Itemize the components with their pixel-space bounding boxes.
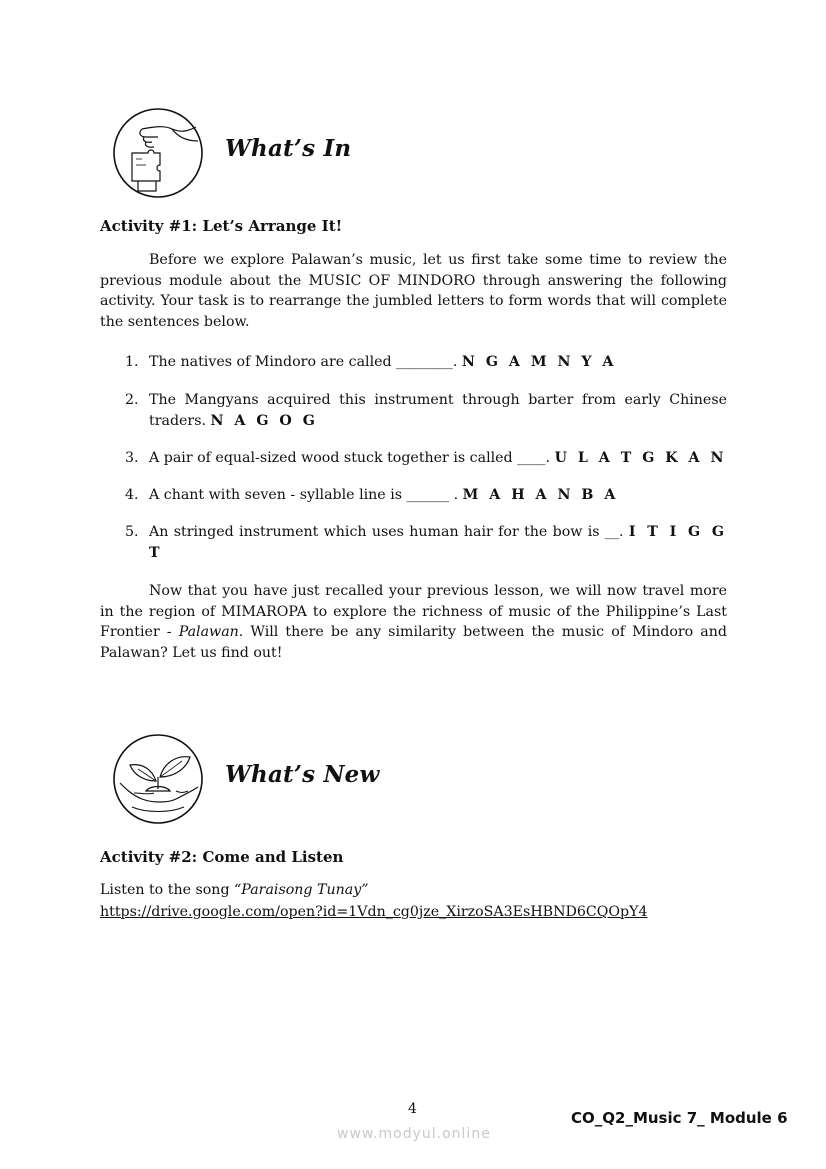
whats-new-icon	[112, 733, 204, 829]
closing-text-start: Now that you have just recalled your previous lesson, we will now travel more in the region of MIMAROPA to explore the richness of music of the Philippine’s Last Frontier -	[100, 583, 727, 640]
song-link[interactable]: https://drive.google.com/open?id=1Vdn_cg0jze_XirzoSA3EsHBND6CQOpY4	[100, 904, 648, 920]
module-label: CO_Q2_Music 7_ Module 6	[571, 1109, 788, 1127]
closing-text-end: . Will there be any similarity between the music of Mindoro and Palawan? Let us find out!	[100, 624, 727, 661]
list-item	[125, 522, 727, 563]
item-number: 5.	[125, 524, 139, 540]
item-number: 2.	[125, 392, 139, 408]
activity-1-intro	[100, 250, 727, 332]
whats-in-icon	[112, 107, 204, 203]
list-item	[125, 352, 727, 373]
whats-new-title: What’s New	[225, 761, 380, 788]
intro-text: Before we explore Palawan’s music, let us first take some time to review the previous module about the MUSIC OF MINDORO through answering the following activity. Your task is to rearrange the jumbled letters to form words that will complete the sentences below.	[100, 252, 727, 330]
item-text: The Mangyans acquired this instrument through barter from early Chinese traders.	[149, 392, 727, 429]
song-link-row	[100, 901, 648, 920]
watermark: www.modyul.online	[337, 1126, 491, 1142]
item-jumble: N A G O G	[210, 412, 318, 429]
item-number: 3.	[125, 450, 139, 466]
listen-text: Listen to the song	[100, 882, 235, 898]
item-text: A chant with seven - syllable line is ______ .	[149, 487, 459, 503]
activity-2-title: Activity #2: Come and Listen	[100, 848, 344, 866]
list-item	[125, 485, 727, 506]
item-jumble: M A H A N B A	[462, 487, 619, 503]
item-jumble: N G A M N Y A	[461, 354, 617, 370]
item-text: An stringed instrument which uses human hair for the bow is __.	[149, 524, 624, 540]
listen-instruction	[100, 880, 368, 901]
whats-in-title: What’s In	[225, 135, 352, 162]
list-item	[125, 390, 727, 431]
closing-paragraph	[100, 581, 727, 663]
item-number: 1.	[125, 354, 139, 370]
item-jumble: U L A T G K A N	[554, 450, 727, 466]
item-jumble: I T I G G T	[149, 524, 727, 561]
activity-1-title: Activity #1: Let’s Arrange It!	[100, 217, 343, 235]
item-text: A pair of equal-sized wood stuck together is called ____.	[149, 450, 551, 466]
page-number: 4	[408, 1101, 417, 1117]
closing-text-palawan: Palawan	[178, 624, 239, 640]
list-item	[125, 448, 727, 469]
item-text: The natives of Mindoro are called ________.	[149, 354, 458, 370]
item-number: 4.	[125, 487, 139, 503]
song-title: “Paraisong Tunay”	[234, 882, 369, 898]
